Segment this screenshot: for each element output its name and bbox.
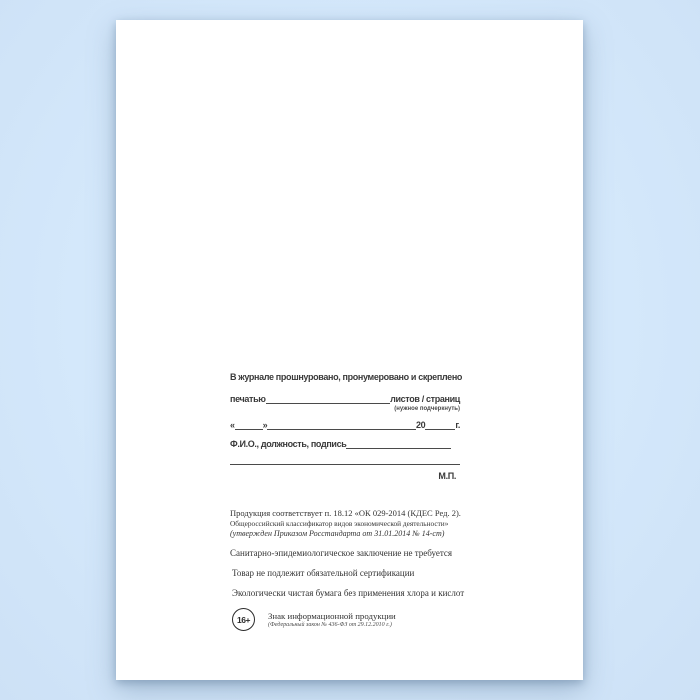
day-blank-line (235, 429, 263, 430)
age-16-plus-label: 16+ (237, 614, 250, 625)
underline-applicable-note: (нужное подчеркнуть) (394, 406, 460, 412)
eco-paper-statement: Экологически чистая бумага без применения хлора и кислот (232, 588, 465, 598)
document-page (116, 20, 583, 680)
sheets-count-blank-line (266, 403, 390, 404)
sheets-pages-label: листов / страниц (390, 394, 460, 404)
binding-statement: В журнале прошнуровано, пронумеровано и скреплено (230, 372, 463, 382)
info-product-sign-title: Знак информационной продукции (268, 611, 396, 621)
certification-not-required-statement: Товар не подлежит обязательной сертификации (232, 568, 415, 578)
info-product-sign-text (268, 608, 396, 629)
seal-place-abbr: М.П. (438, 471, 456, 481)
age-16-plus-icon (232, 608, 255, 631)
sanitary-statement: Санитарно-эпидемиологическое заключение не требуется (230, 548, 453, 558)
name-position-signature-label: Ф.И.О., должность, подпись (230, 439, 347, 449)
open-quote: « (230, 420, 235, 430)
product-certification-block (230, 508, 465, 631)
compliance-line-2: Общероссийский классификатор видов экономической деятельности» (230, 519, 449, 528)
signature-blank-line (346, 448, 451, 449)
full-width-blank-line (230, 464, 460, 465)
seal-sheets-row (230, 393, 460, 405)
name-position-signature-row (230, 438, 460, 450)
compliance-line-1: Продукция соответствует п. 18.12 «ОК 029-2014 (КДЕС Ред. 2). (230, 508, 461, 518)
close-quote: » (262, 420, 268, 430)
year-blank-line (425, 429, 455, 430)
age-rating-row (230, 608, 460, 631)
page-content (230, 371, 465, 631)
info-product-sign-law: (Федеральный закон № 436-ФЗ от 29.12.2010 г.) (268, 622, 392, 628)
seal-label: печатью (230, 394, 266, 404)
year-suffix: г. (455, 420, 460, 430)
date-row (230, 419, 460, 431)
month-blank-line (267, 429, 416, 430)
compliance-line-3: (утвержден Приказом Росстандарта от 31.01.2014 № 14-ст) (230, 529, 445, 538)
year-prefix: 20 (416, 420, 426, 430)
binding-certification-form (230, 371, 463, 482)
